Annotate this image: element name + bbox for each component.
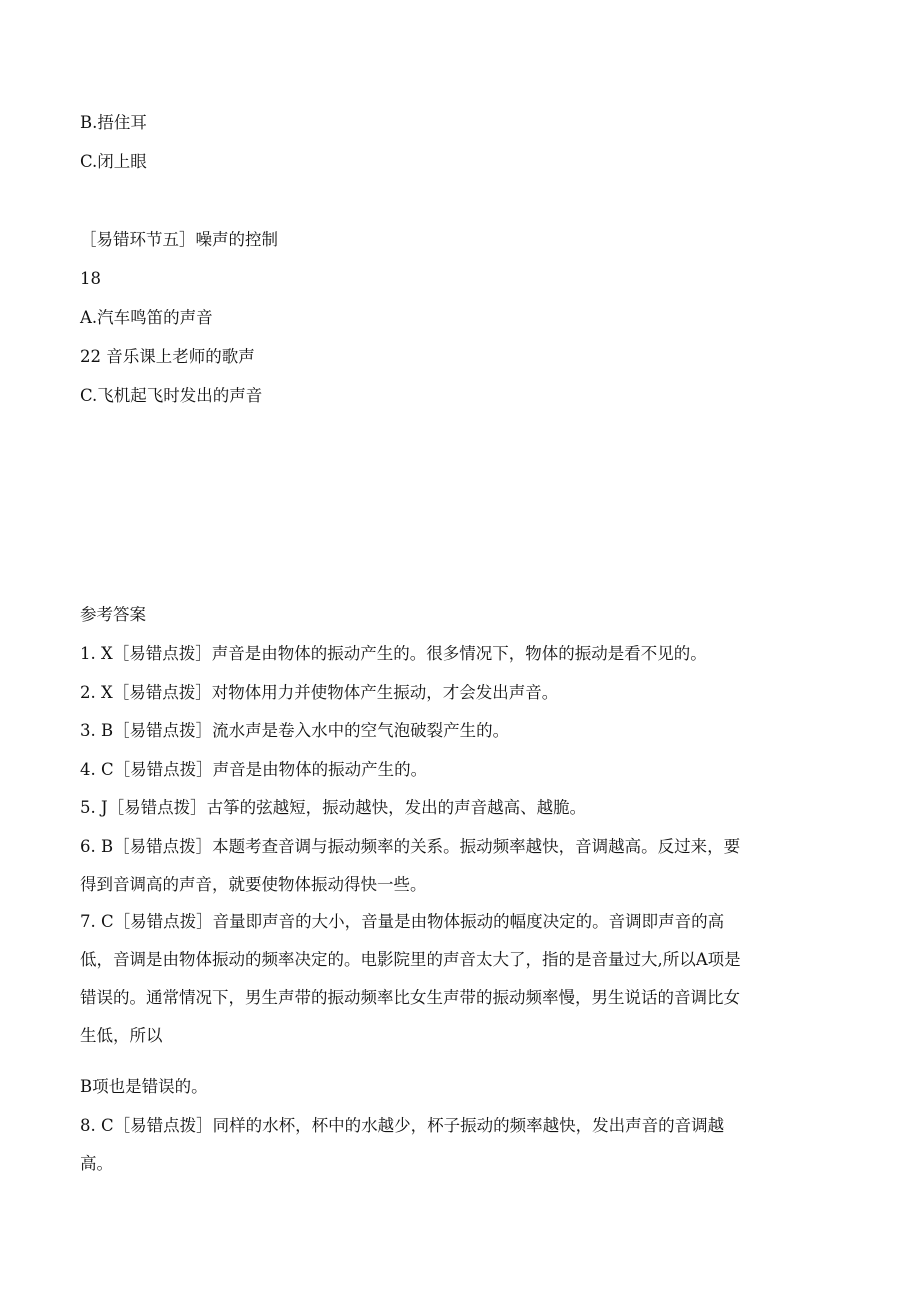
answer-7-line-5: B项也是错误的。	[80, 1077, 208, 1096]
answer-6-line-2: 得到音调高的声音，就要使物体振动得快一些。	[80, 875, 427, 894]
answer-1: 1. X［易错点拨］声音是由物体的振动产生的。很多情况下，物体的振动是看不见的。	[80, 644, 707, 663]
answer-8-line-2: 高。	[80, 1154, 113, 1173]
answer-8-line-1: 8. C［易错点拨］同样的水杯，杯中的水越少，杯子振动的频率越快，发出声音的音调越	[80, 1116, 725, 1135]
answer-3: 3. B［易错点拨］流水声是卷入水中的空气泡破裂产生的。	[80, 721, 510, 740]
answer-7-line-1: 7. C［易错点拨］音量即声音的大小，音量是由物体振动的幅度决定的。音调即声音的高	[80, 912, 725, 931]
option-c: C.飞机起飞时发出的声音	[80, 386, 263, 405]
option-a: A.汽车鸣笛的声音	[80, 308, 213, 327]
answer-7-line-3: 错误的。通常情况下，男生声带的振动频率比女生声带的振动频率慢，男生说话的音调比女	[80, 988, 740, 1007]
option-c-prev: C.闭上眼	[80, 152, 147, 171]
answer-4: 4. C［易错点拨］声音是由物体的振动产生的。	[80, 760, 428, 779]
option-b-prev: B.捂住耳	[80, 113, 147, 132]
answer-7-line-4: 生低，所以	[80, 1026, 163, 1045]
answer-2: 2. X［易错点拨］对物体用力并使物体产生振动，才会发出声音。	[80, 683, 559, 702]
option-b: 22 音乐课上老师的歌声	[80, 347, 255, 366]
question-number: 18	[80, 269, 101, 288]
answer-6-line-1: 6. B［易错点拨］本题考查音调与振动频率的关系。振动频率越快，音调越高。反过来，要	[80, 837, 741, 856]
answer-5: 5. J［易错点拨］古筝的弦越短，振动越快，发出的声音越高、越脆。	[80, 798, 587, 817]
answer-7-line-2: 低，音调是由物体振动的频率决定的。电影院里的声音太大了，指的是音量过大,所以A项是	[80, 950, 741, 969]
answers-heading: 参考答案	[80, 605, 146, 624]
section-title: ［易错环节五］噪声的控制	[80, 230, 278, 249]
